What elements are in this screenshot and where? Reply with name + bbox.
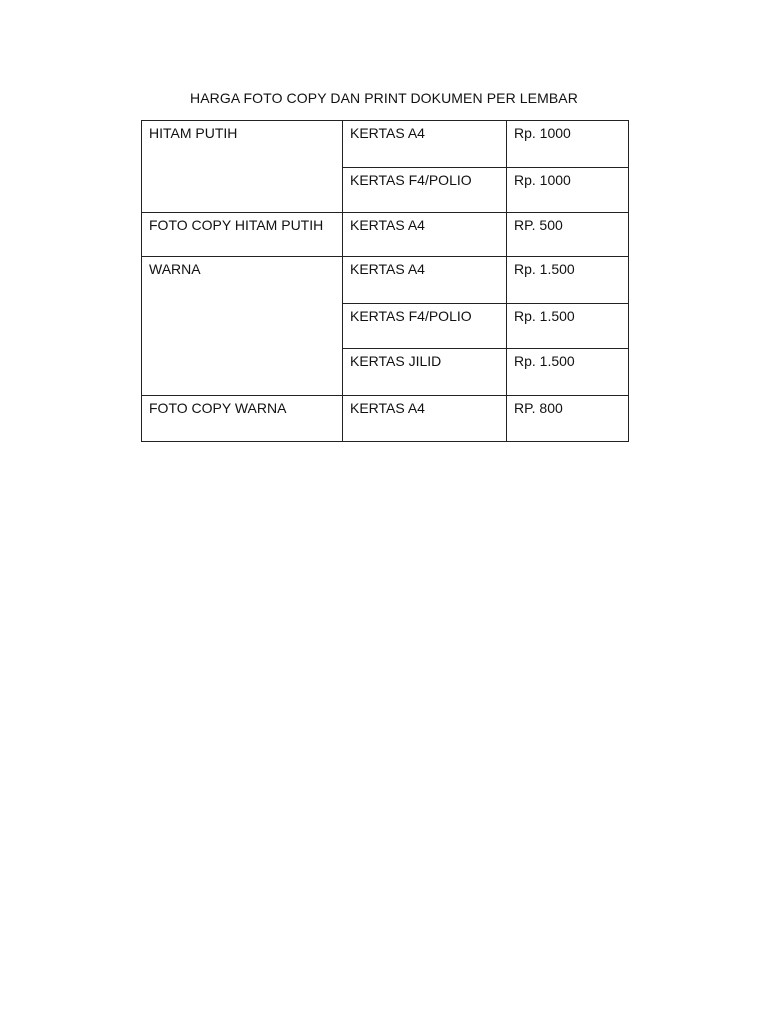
category-cell: FOTO COPY HITAM PUTIH [142, 213, 343, 257]
price-cell: Rp. 1000 [507, 121, 629, 168]
document-title: HARGA FOTO COPY DAN PRINT DOKUMEN PER LEMBAR [190, 90, 578, 106]
price-cell: Rp. 1.500 [507, 349, 629, 396]
price-cell: RP. 800 [507, 396, 629, 442]
paper-cell: KERTAS A4 [343, 121, 507, 168]
paper-cell: KERTAS F4/POLIO [343, 304, 507, 349]
price-cell: Rp. 1.500 [507, 304, 629, 349]
table-row [142, 213, 629, 257]
price-cell: RP. 500 [507, 213, 629, 257]
paper-cell: KERTAS A4 [343, 396, 507, 442]
paper-cell: KERTAS A4 [343, 257, 507, 304]
paper-cell: KERTAS JILID [343, 349, 507, 396]
category-cell: HITAM PUTIH [142, 121, 343, 213]
price-cell: Rp. 1000 [507, 168, 629, 213]
table-row [142, 121, 629, 168]
category-cell: FOTO COPY WARNA [142, 396, 343, 442]
paper-cell: KERTAS F4/POLIO [343, 168, 507, 213]
paper-cell: KERTAS A4 [343, 213, 507, 257]
category-cell: WARNA [142, 257, 343, 396]
price-table [141, 120, 629, 442]
table-row [142, 396, 629, 442]
price-cell: Rp. 1.500 [507, 257, 629, 304]
table-row [142, 257, 629, 304]
